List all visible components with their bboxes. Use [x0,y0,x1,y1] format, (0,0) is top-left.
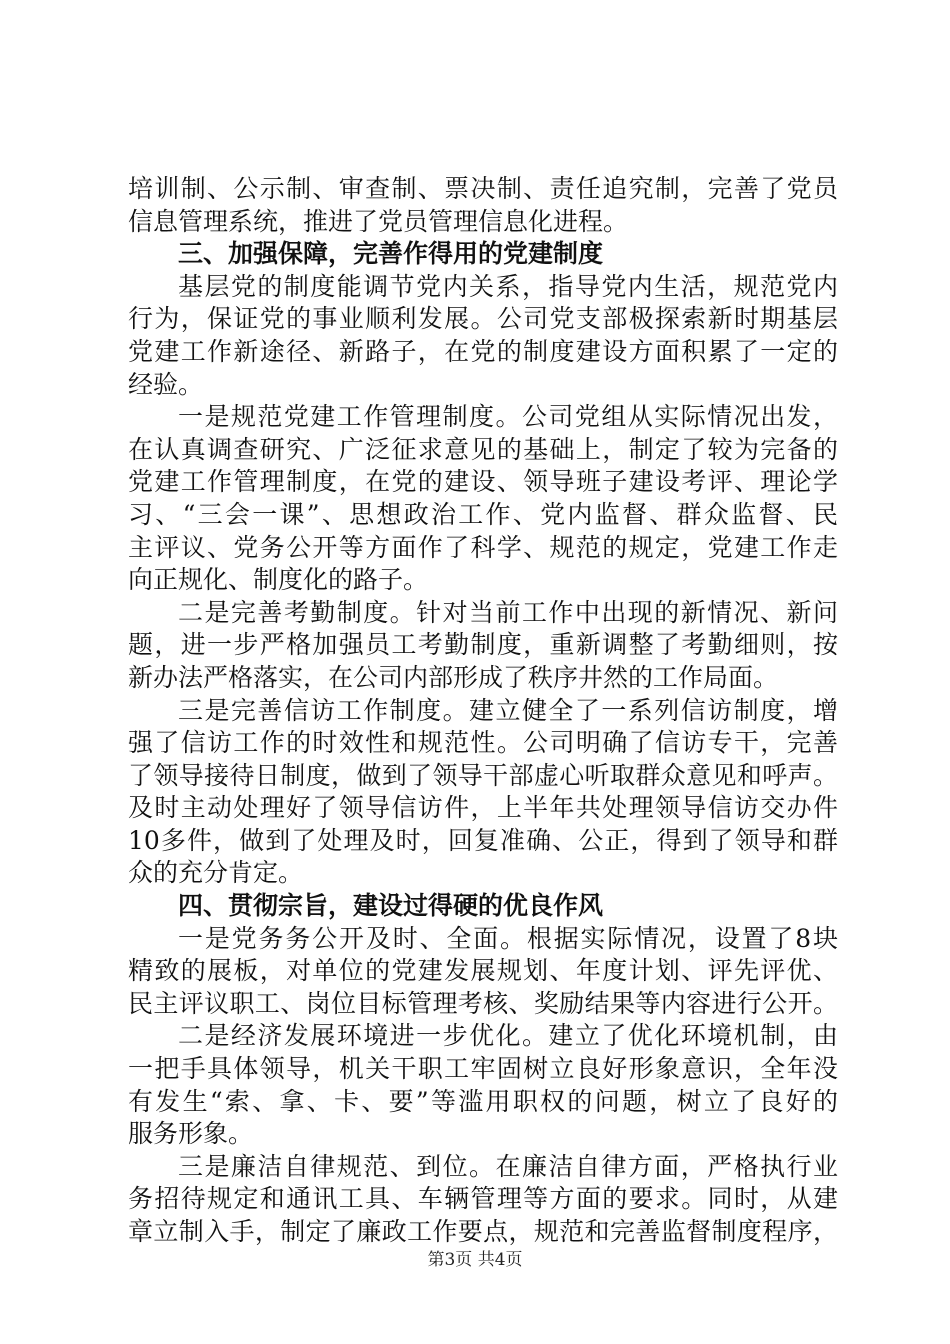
section-heading: 四、贯彻宗旨，建设过得硬的优良作风 [178,891,604,921]
text-line: 党建工作管理制度，在党的建设、领导班子建设考评、理论学 [128,467,838,497]
text-line: 及时主动处理好了领导信访件，上半年共处理领导信访交办件 [128,793,838,823]
text-line: 习、“三会一课”、思想政治工作、党内监督、群众监督、民 [128,499,838,529]
text-line: 主评议、党务公开等方面作了科学、规范的规定，党建工作走 [128,532,838,562]
text-line: 众的充分肯定。 [128,858,304,888]
text-line: 三是完善信访工作制度。建立健全了一系列信访制度，增 [178,695,838,725]
text-line: 二是完善考勤制度。针对当前工作中出现的新情况、新问 [178,597,838,627]
text-line: 服务形象。 [128,1119,254,1149]
text-line: 有发生“索、拿、卡、要”等滥用职权的问题，树立了良好的 [128,1086,838,1116]
text-line: 信息管理系统，推进了党员管理信息化进程。 [128,206,629,236]
text-line: 向正规化、制度化的路子。 [128,565,429,595]
text-line: 经验。 [128,369,204,399]
text-line: 10多件，做到了处理及时，回复准确、公正，得到了领导和群 [128,825,838,855]
text-line: 一是规范党建工作管理制度。公司党组从实际情况出发， [178,402,838,432]
text-line: 培训制、公示制、审查制、票决制、责任追究制，完善了党员 [128,174,838,203]
text-line: 在认真调查研究、广泛征求意见的基础上，制定了较为完备的 [128,434,838,464]
page-footer: 第3页 共4页 [427,1250,523,1270]
text-line: 基层党的制度能调节党内关系，指导党内生活，规范党内 [178,271,838,301]
text-line: 精致的展板，对单位的党建发展规划、年度计划、评先评优、 [128,956,838,986]
text-line: 了领导接待日制度，做到了领导干部虚心听取群众意见和呼声。 [128,760,838,790]
text-line: 题，进一步严格加强员工考勤制度，重新调整了考勤细则，按 [128,630,838,660]
text-line: 强了信访工作的时效性和规范性。公司明确了信访专干，完善 [128,728,838,758]
text-line: 民主评议职工、岗位目标管理考核、奖励结果等内容进行公开。 [128,988,838,1018]
section-heading: 三、加强保障，完善作得用的党建制度 [178,239,604,269]
text-line: 务招待规定和通讯工具、车辆管理等方面的要求。同时，从建 [128,1184,838,1214]
text-line: 一把手具体领导，机关干职工牢固树立良好形象意识，全年没 [128,1054,838,1084]
text-line: 新办法严格落实，在公司内部形成了秩序井然的工作局面。 [128,662,779,692]
text-line: 章立制入手，制定了廉政工作要点，规范和完善监督制度程序， [128,1217,838,1246]
text-line: 二是经济发展环境进一步优化。建立了优化环境机制，由 [178,1021,838,1051]
text-line: 党建工作新途径、新路子，在党的制度建设方面积累了一定的 [128,336,838,366]
document-body [128,173,838,1249]
text-line: 三是廉洁自律规范、到位。在廉洁自律方面，严格执行业 [178,1151,838,1181]
text-line: 一是党务务公开及时、全面。根据实际情况，设置了8块 [178,923,838,953]
text-line: 行为，保证党的事业顺利发展。公司党支部极探索新时期基层 [128,304,838,334]
